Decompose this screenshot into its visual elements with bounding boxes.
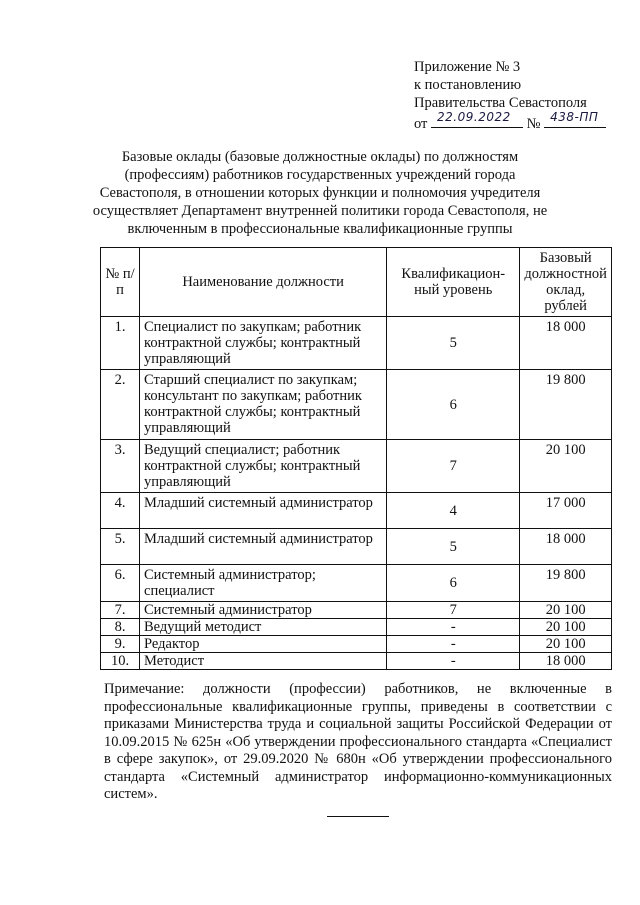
row-level: -	[387, 619, 520, 636]
row-level: 5	[387, 317, 520, 370]
row-name: Младший системный администратор	[140, 529, 387, 565]
salary-table	[100, 247, 612, 670]
row-num: 10.	[101, 653, 140, 670]
from-label: от	[414, 116, 428, 132]
row-num: 5.	[101, 529, 140, 565]
row-name: Младший системный администратор	[140, 493, 387, 529]
appendix-date-line	[414, 112, 624, 133]
row-salary: 19 800	[520, 565, 612, 602]
row-name: Специалист по закупкам; работник контрактной службы; контрактный управляющий	[140, 317, 387, 370]
row-salary: 18 000	[520, 529, 612, 565]
number-label: №	[526, 116, 541, 132]
end-divider	[327, 816, 389, 817]
row-name: Системный администратор	[140, 602, 387, 619]
row-name: Ведущий специалист; работник контрактной службы; контрактный управляющий	[140, 440, 387, 493]
row-num: 3.	[101, 440, 140, 493]
row-name: Системный администратор; специалист	[140, 565, 387, 602]
table-header-row	[101, 248, 612, 317]
number-value: 438-ПП	[550, 110, 599, 124]
header-level: Квалификацион-ный уровень	[387, 248, 520, 317]
row-level: -	[387, 636, 520, 653]
appendix-header	[414, 58, 624, 133]
appendix-line1: Приложение № 3	[414, 59, 521, 75]
table-row	[101, 370, 612, 440]
row-num: 6.	[101, 565, 140, 602]
row-num: 9.	[101, 636, 140, 653]
row-salary: 20 100	[520, 619, 612, 636]
date-field	[431, 112, 523, 128]
row-name: Методист	[140, 653, 387, 670]
table-row	[101, 619, 612, 636]
row-level: 6	[387, 370, 520, 440]
row-salary: 18 000	[520, 317, 612, 370]
row-salary: 18 000	[520, 653, 612, 670]
table-row	[101, 602, 612, 619]
header-salary: Базовый должностной оклад, рублей	[520, 248, 612, 317]
row-level: 7	[387, 602, 520, 619]
number-field	[544, 112, 606, 128]
row-salary: 20 100	[520, 636, 612, 653]
appendix-line3: Правительства Севастополя	[414, 95, 587, 111]
table-row	[101, 529, 612, 565]
table-row	[101, 440, 612, 493]
row-name: Ведущий методист	[140, 619, 387, 636]
row-salary: 20 100	[520, 602, 612, 619]
table-row	[101, 653, 612, 670]
note: Примечание: должности (профессии) работников, не включенные в профессиональные квалификационные группы, приведены в соответствии с приказами Министерства труда и социальной защиты Российской Федерации от 10.09.2015 № 625н «Об утверждении профессионального стандарта «Специалист в сфере закупок», от 29.09.2020 № 680н «Об утверждении профессионального стандарта «Системный администратор информационно-коммуникационных систем».	[104, 681, 612, 802]
row-level: 5	[387, 529, 520, 565]
row-level: 6	[387, 565, 520, 602]
row-num: 8.	[101, 619, 140, 636]
table-row	[101, 317, 612, 370]
row-salary: 20 100	[520, 440, 612, 493]
row-level: 4	[387, 493, 520, 529]
header-name: Наименование должности	[140, 248, 387, 317]
row-num: 1.	[101, 317, 140, 370]
row-num: 4.	[101, 493, 140, 529]
row-name: Редактор	[140, 636, 387, 653]
row-salary: 19 800	[520, 370, 612, 440]
row-num: 7.	[101, 602, 140, 619]
row-level: 7	[387, 440, 520, 493]
row-name: Старший специалист по закупкам; консультант по закупкам; работник контрактной службы; контрактный управляющий	[140, 370, 387, 440]
document-title: Базовые оклады (базовые должностные оклады) по должностям (профессиям) работников государственных учреждений города Севастополя, в отношении которых функции и полномочия учредителя осуществляет Департамент внутренней политики города Севастополя, не включенным в профессиональные квалификационные группы	[92, 149, 548, 237]
row-salary: 17 000	[520, 493, 612, 529]
date-value: 22.09.2022	[437, 110, 511, 124]
table-row	[101, 493, 612, 529]
table-row	[101, 636, 612, 653]
header-num: № п/п	[101, 248, 140, 317]
appendix-line2: к постановлению	[414, 77, 522, 93]
table-row	[101, 565, 612, 602]
row-num: 2.	[101, 370, 140, 440]
row-level: -	[387, 653, 520, 670]
